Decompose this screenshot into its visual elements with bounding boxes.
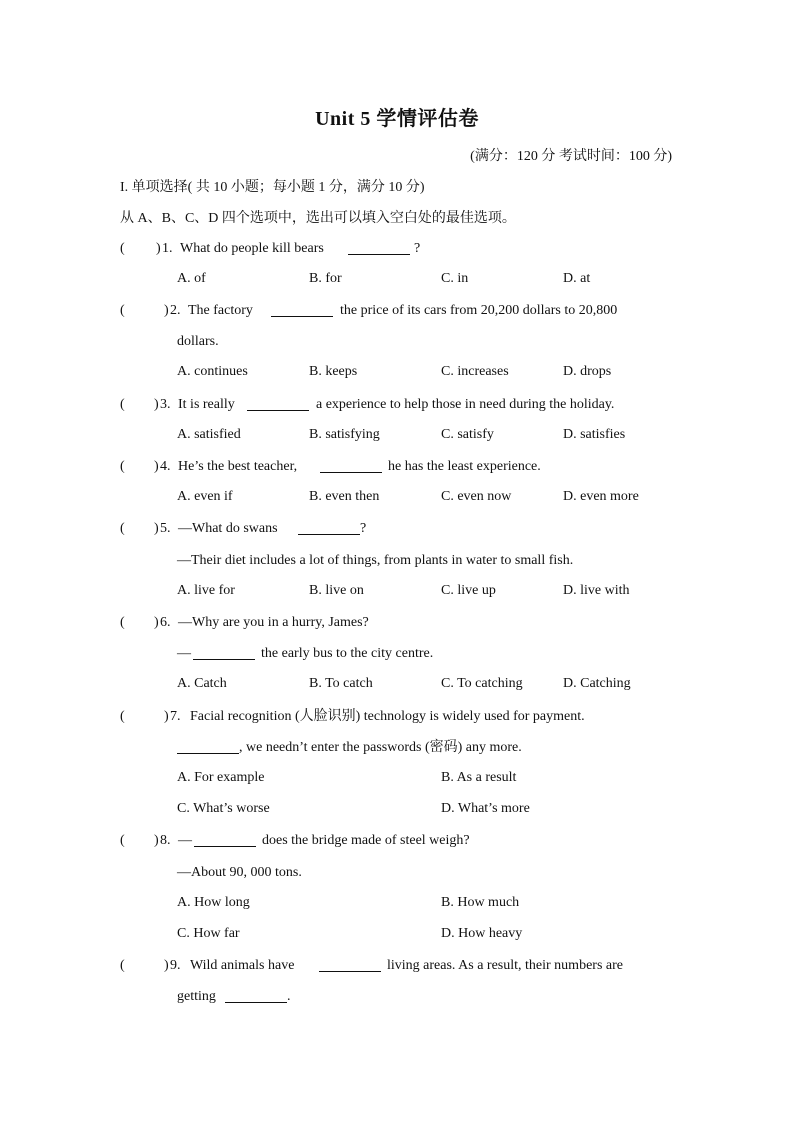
answer-blank[interactable] [193,645,255,660]
question-number: 7. [170,709,181,724]
option-c[interactable]: C. What’s worse [177,801,270,816]
question-text: He’s the best teacher, [178,459,298,474]
question-text: a experience to help those in need during the holiday. [316,397,615,412]
answer-blank[interactable] [271,302,333,317]
answer-blank[interactable] [225,988,287,1003]
option-c[interactable]: C. satisfy [441,427,494,442]
answer-paren-close: ) [154,459,159,474]
question-text: Facial recognition (人脸识别) technology is widely used for payment. [190,709,585,724]
question-text: —What do swans [178,521,278,536]
question-dash: — [178,833,192,848]
question-number: 8. [160,833,171,848]
reply-text: the early bus to the city centre. [261,646,434,661]
page-title: Unit 5 学情评估卷 [315,108,479,130]
answer-paren-open: ( [120,397,125,412]
option-c[interactable]: C. increases [441,364,509,379]
option-a[interactable]: A. live for [177,583,235,598]
question-text: he has the least experience. [388,459,541,474]
option-d[interactable]: D. What’s more [441,801,530,816]
question-text: Wild animals have [190,958,295,973]
reply-text: —About 90, 000 tons. [177,865,302,880]
question-text: The factory [188,303,253,318]
answer-paren-open: ( [120,241,125,256]
answer-blank[interactable] [194,832,256,847]
answer-blank[interactable] [320,458,382,473]
answer-paren-close: ) [154,833,159,848]
question-text: —Why are you in a hurry, James? [178,615,369,630]
option-c[interactable]: C. live up [441,583,496,598]
question-number: 5. [160,521,171,536]
option-d[interactable]: D. Catching [563,676,631,691]
option-a[interactable]: A. of [177,271,206,286]
question-number: 4. [160,459,171,474]
option-b[interactable]: B. live on [309,583,364,598]
option-d[interactable]: D. satisfies [563,427,626,442]
answer-paren-close: ) [154,521,159,536]
option-a[interactable]: A. satisfied [177,427,241,442]
option-b[interactable]: B. satisfying [309,427,380,442]
answer-paren-close: ) [154,397,159,412]
option-b[interactable]: B. for [309,271,342,286]
question-text: ? [414,241,421,256]
question-number: 3. [160,397,171,412]
question-number: 1. [162,241,173,256]
option-b[interactable]: B. How much [441,895,520,910]
question-text-continued: getting [177,989,216,1004]
option-b[interactable]: B. As a result [441,770,517,785]
option-a[interactable]: A. continues [177,364,248,379]
option-b[interactable]: B. keeps [309,364,358,379]
section-heading: I. 单项选择( 共 10 小题；每小题 1 分，满分 10 分) [120,180,425,195]
question-number: 2. [170,303,181,318]
score-time-info: (满分：120 分 考试时间：100 分) [470,149,672,164]
answer-paren-close: ) [164,709,169,724]
option-b[interactable]: B. To catch [309,676,373,691]
option-d[interactable]: D. at [563,271,591,286]
answer-paren-open: ( [120,709,125,724]
question-text: ? [360,521,367,536]
answer-paren-open: ( [120,615,125,630]
question-text-continued: , we needn’t enter the passwords (密码) any more. [239,740,522,755]
answer-paren-open: ( [120,459,125,474]
option-c[interactable]: C. even now [441,489,512,504]
question-number: 9. [170,958,181,973]
answer-blank[interactable] [348,240,410,255]
option-d[interactable]: D. drops [563,364,612,379]
question-text-end: . [287,989,291,1004]
answer-paren-open: ( [120,521,125,536]
answer-blank[interactable] [319,957,381,972]
question-text: What do people kill bears [180,241,324,256]
question-text: does the bridge made of steel weigh? [262,833,470,848]
option-d[interactable]: D. How heavy [441,926,523,941]
answer-paren-open: ( [120,303,125,318]
question-text-continued: dollars. [177,334,219,349]
question-text: the price of its cars from 20,200 dollars to 20,800 [340,303,618,318]
option-c[interactable]: C. in [441,271,469,286]
answer-paren-close: ) [156,241,161,256]
answer-paren-close: ) [164,303,169,318]
answer-paren-open: ( [120,833,125,848]
option-a[interactable]: A. even if [177,489,233,504]
question-text: living areas. As a result, their numbers are [387,958,623,973]
reply-text: —Their diet includes a lot of things, from plants in water to small fish. [177,553,574,568]
answer-blank[interactable] [247,396,309,411]
question-text: It is really [178,397,235,412]
question-number: 6. [160,615,171,630]
option-d[interactable]: D. even more [563,489,639,504]
option-d[interactable]: D. live with [563,583,630,598]
option-b[interactable]: B. even then [309,489,380,504]
answer-paren-open: ( [120,958,125,973]
option-a[interactable]: A. How long [177,895,250,910]
option-c[interactable]: C. How far [177,926,240,941]
option-c[interactable]: C. To catching [441,676,523,691]
option-a[interactable]: A. For example [177,770,265,785]
reply-dash: — [177,646,191,661]
answer-blank[interactable] [177,739,239,754]
option-a[interactable]: A. Catch [177,676,227,691]
answer-blank[interactable] [298,520,360,535]
answer-paren-close: ) [154,615,159,630]
instruction: 从 A、B、C、D 四个选项中，选出可以填入空白处的最佳选项。 [120,211,516,226]
answer-paren-close: ) [164,958,169,973]
